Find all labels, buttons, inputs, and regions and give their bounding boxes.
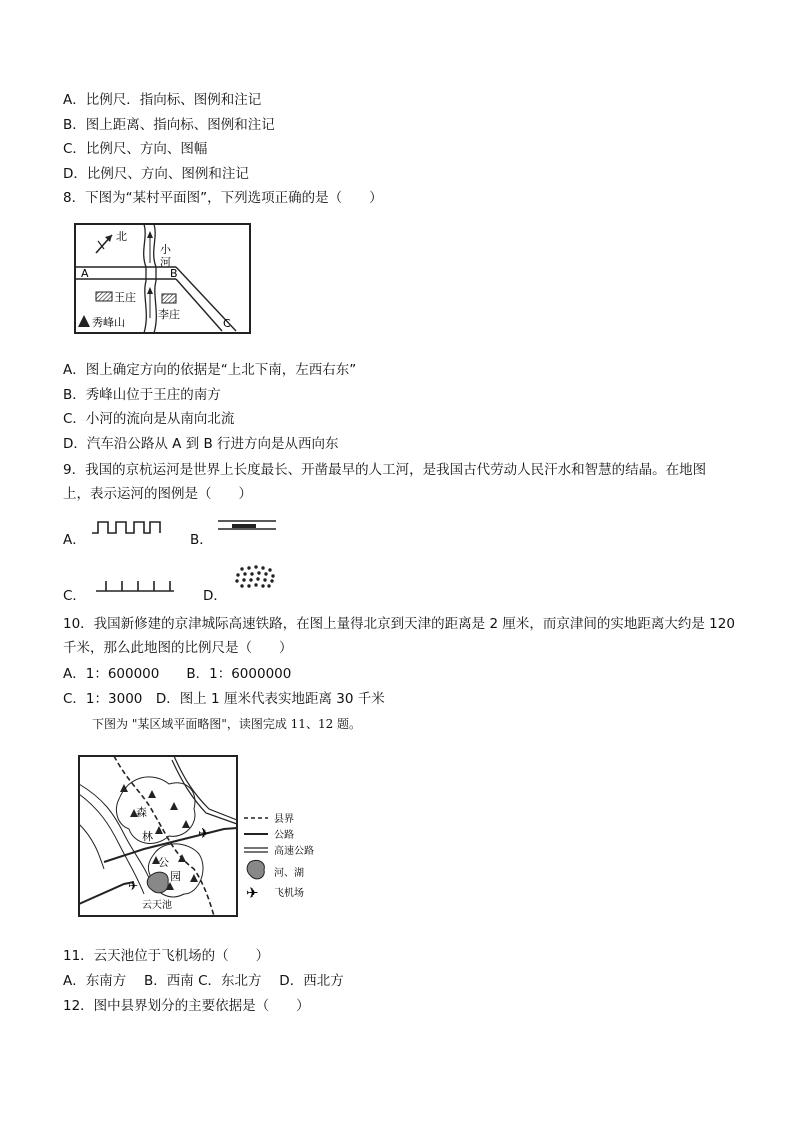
legend-airport-icon: ✈ xyxy=(246,884,259,902)
q8-option-d: D．汽车沿公路从 A 到 B 行进方向是从西向东 xyxy=(63,436,339,452)
wangzhuang-label: 王庄 xyxy=(114,291,136,304)
legend-option-c-icon xyxy=(96,579,176,593)
q7-option-c: C．比例尺、方向、图幅 xyxy=(63,141,208,157)
q8-option-c: C．小河的流向是从南向北流 xyxy=(63,411,235,427)
q10-stem-1: 10．我国新修建的京津城际高速铁路，在图上量得北京到天津的距离是 2 厘米，而京津间的实地距离大约是 120 xyxy=(63,616,735,632)
legend-highway: 高速公路 xyxy=(274,846,314,857)
q8-option-b: B．秀峰山位于王庄的南方 xyxy=(63,387,221,403)
legend-road: 公路 xyxy=(274,830,294,841)
q10-options-ab: A．1：600000 B．1：6000000 xyxy=(63,666,292,682)
legend-option-d-icon xyxy=(232,563,280,591)
region-plan-map xyxy=(74,754,344,920)
forest-label-1: 森 xyxy=(136,806,147,819)
legend-option-a-icon xyxy=(92,519,162,535)
mountain-label: 秀峰山 xyxy=(92,316,125,329)
lake-label: 云天池 xyxy=(142,900,172,911)
lizhuang-symbol-icon xyxy=(162,294,176,303)
point-a: A xyxy=(81,267,89,280)
legend-county-border: 县界 xyxy=(274,814,294,825)
q10-options-cd: C．1：3000 D．图上 1 厘米代表实地距离 30 千米 xyxy=(63,691,385,707)
q9-option-a-label: A． xyxy=(63,532,86,548)
q7-option-b: B．图上距离、指向标、图例和注记 xyxy=(63,117,275,133)
intro-11-12: 下图为 "某区域平面略图"，读图完成 11、12 题。 xyxy=(92,717,362,731)
legend-lake-icon xyxy=(247,860,264,878)
q11-stem: 11．云天池位于飞机场的（ ） xyxy=(63,948,270,964)
q11-options: A．东南方 B．西南 C．东北方 D．西北方 xyxy=(63,973,344,989)
q9-stem-1: 9．我国的京杭运河是世界上长度最长、开凿最早的人工河，是我国古代劳动人民汗水和智慧的结晶。在地图 xyxy=(63,462,707,478)
park-label-1: 公 xyxy=(158,856,169,869)
river-label-1: 小 xyxy=(160,243,171,256)
airport-icon: ✈ xyxy=(128,879,139,893)
q10-stem-2: 千米，那么此地图的比例尺是（ ） xyxy=(63,640,293,656)
q9-option-c-label: C． xyxy=(63,588,86,604)
north-label: 北 xyxy=(116,230,127,243)
point-c: C xyxy=(223,317,231,330)
point-b: B xyxy=(170,267,178,280)
q9-stem-2: 上，表示运河的图例是（ ） xyxy=(63,486,252,502)
q9-option-d-label: D． xyxy=(203,588,227,604)
legend-option-b-icon xyxy=(218,518,278,532)
lizhuang-label: 李庄 xyxy=(158,308,180,321)
q12-stem: 12．图中县界划分的主要依据是（ ） xyxy=(63,998,310,1014)
q8-option-a: A．图上确定方向的依据是“上北下南，左西右东” xyxy=(63,362,357,378)
q9-option-b-label: B． xyxy=(190,532,213,548)
wangzhuang-symbol-icon xyxy=(96,292,112,301)
forest-label-2: 林 xyxy=(142,830,153,843)
legend-water: 河、湖 xyxy=(274,868,304,879)
airport-icon: ✈ xyxy=(198,826,210,842)
q8-stem: 8．下图为“某村平面图”，下列选项正确的是（ ） xyxy=(63,190,383,206)
village-plan-map xyxy=(74,223,252,335)
legend-airport: 飞机场 xyxy=(274,888,304,899)
river-label-2: 河 xyxy=(160,256,171,269)
q7-option-a: A．比例尺．指向标、图例和注记 xyxy=(63,92,262,108)
q7-option-d: D．比例尺、方向、图例和注记 xyxy=(63,166,249,182)
park-label-2: 园 xyxy=(170,870,181,883)
